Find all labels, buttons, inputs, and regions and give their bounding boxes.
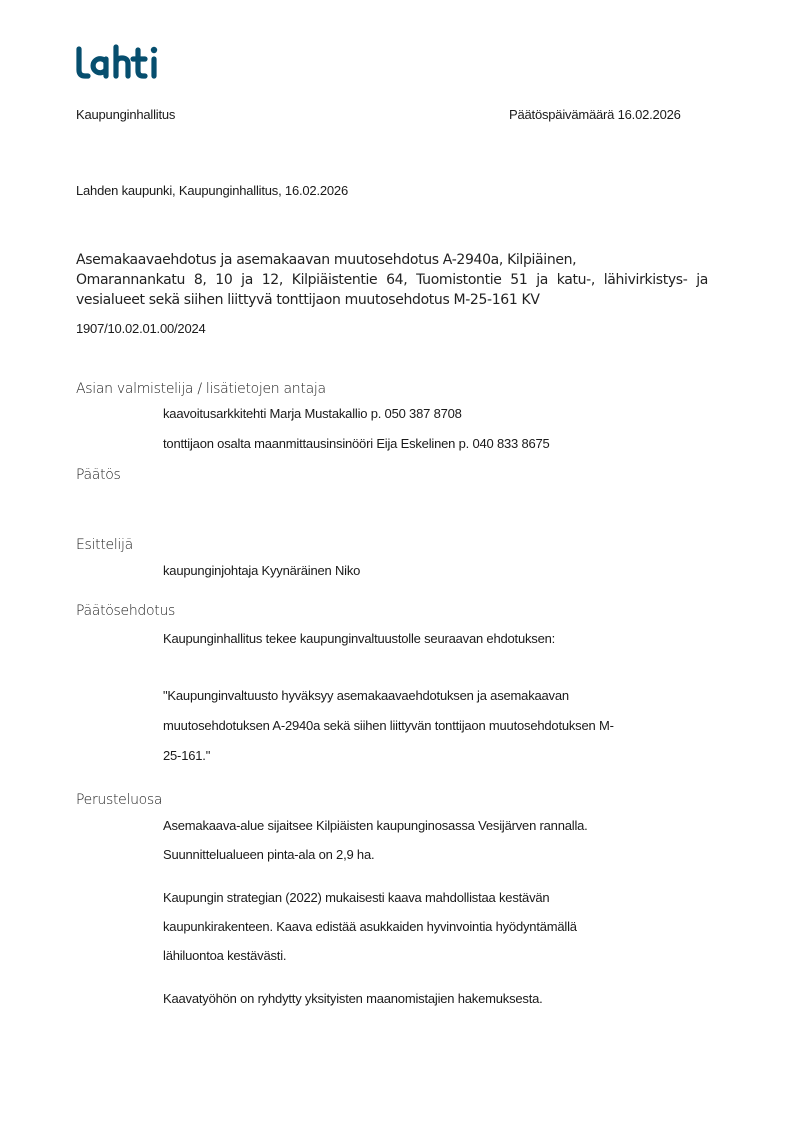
proposal-quote-line: muutosehdotuksen A-2940a sekä siihen liittyvän tonttijaon muutosehdotuksen M- xyxy=(163,718,614,733)
title-line: vesialueet sekä siihen liittyvä tonttijaon muutosehdotus M-25-161 KV xyxy=(76,292,540,308)
proposal-quote-line: "Kaupunginvaltuusto hyväksyy asemakaavaehdotuksen ja asemakaavan xyxy=(163,688,569,703)
lahti-logo-mark xyxy=(75,44,167,82)
proposal-intro: Kaupunginhallitus tekee kaupunginvaltuustolle seuraavan ehdotuksen: xyxy=(163,631,556,646)
rationale-line: lähiluontoa kestävästi. xyxy=(163,948,287,963)
rationale-line: Kaavatyöhön on ryhdytty yksityisten maanomistajien hakemuksesta. xyxy=(163,991,543,1006)
presenter-line: kaupunginjohtaja Kyynäräinen Niko xyxy=(163,563,361,578)
rationale-line: kaupunkirakenteen. Kaava edistää asukkaiden hyvinvointia hyödyntämällä xyxy=(163,919,577,934)
rationale-line: Asemakaava-alue sijaitsee Kilpiäisten kaupunginosassa Vesijärven rannalla. xyxy=(163,818,588,833)
section-heading-proposal: Päätösehdotus xyxy=(76,603,176,619)
meeting-line: Lahden kaupunki, Kaupunginhallitus, 16.02.2026 xyxy=(76,183,348,198)
preparer-line: kaavoitusarkkitehti Marja Mustakallio p. 050 387 8708 xyxy=(163,406,462,421)
proposal-quote-line: 25-161." xyxy=(163,748,211,763)
section-heading-rationale: Perusteluosa xyxy=(76,792,163,808)
title-line: Asemakaavaehdotus ja asemakaavan muutosehdotus A-2940a, Kilpiäinen, xyxy=(76,252,577,268)
section-heading-decision: Päätös xyxy=(76,467,121,483)
decision-date: Päätöspäivämäärä 16.02.2026 xyxy=(509,107,681,122)
lahti-logo xyxy=(75,44,167,82)
rationale-line: Suunnittelualueen pinta-ala on 2,9 ha. xyxy=(163,847,375,862)
diary-number: 1907/10.02.01.00/2024 xyxy=(76,321,206,336)
section-heading-presenter: Esittelijä xyxy=(76,537,133,553)
preparer-line: tonttijaon osalta maanmittausinsinööri Eija Eskelinen p. 040 833 8675 xyxy=(163,436,550,451)
document-title xyxy=(76,250,708,310)
issuing-body: Kaupunginhallitus xyxy=(76,107,176,122)
title-line: Omarannankatu 8, 10 ja 12, Kilpiäistentie 64, Tuomistontie 51 ja katu-, lähivirkistys- ja xyxy=(76,272,708,288)
section-heading-preparer: Asian valmistelija / lisätietojen antaja xyxy=(76,381,326,397)
rationale-line: Kaupungin strategian (2022) mukaisesti kaava mahdollistaa kestävän xyxy=(163,890,550,905)
